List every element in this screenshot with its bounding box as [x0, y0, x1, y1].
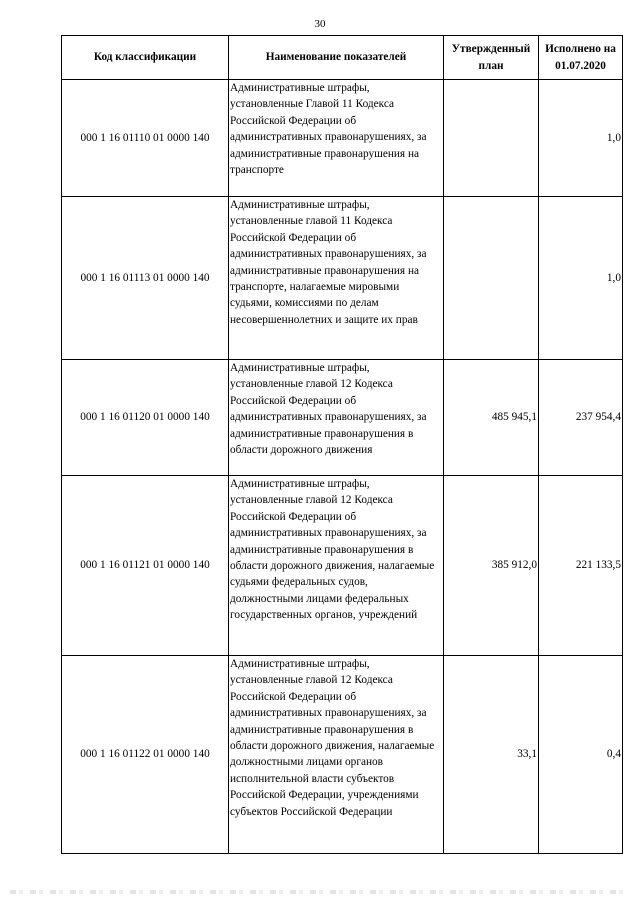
row-done: 0,4	[539, 656, 623, 854]
table-row	[62, 476, 623, 656]
row-plan	[444, 197, 539, 360]
row-name: Административные штрафы, установленные главой 11 Кодекса Российской Федерации об административных правонарушениях, за административные правонарушения на транспорте, налагаемые мировыми судьями, комиссиями по делам несовершеннолетних и защите их прав	[229, 197, 444, 360]
table-row	[62, 197, 623, 360]
budget-table	[61, 35, 623, 854]
row-done: 221 133,5	[539, 476, 623, 656]
row-code: 000 1 16 01113 01 0000 140	[62, 197, 229, 360]
row-code: 000 1 16 01121 01 0000 140	[62, 476, 229, 656]
scan-artifact-line	[10, 890, 630, 894]
header-plan: Утвержденный план	[444, 36, 539, 80]
row-done: 237 954,4	[539, 360, 623, 476]
table-row	[62, 360, 623, 476]
row-name: Административные штрафы, установленные главой 12 Кодекса Российской Федерации об административных правонарушениях, за административные правонарушения в области дорожного движения, налагаемые судьями федеральных судов, должностными лицами федеральных государственных органов, учреждений	[229, 476, 444, 656]
page-number: 30	[314, 18, 326, 30]
row-code: 000 1 16 01120 01 0000 140	[62, 360, 229, 476]
table-header-row	[62, 36, 623, 80]
table-row	[62, 80, 623, 197]
row-plan: 385 912,0	[444, 476, 539, 656]
row-name: Административные штрафы, установленные главой 12 Кодекса Российской Федерации об административных правонарушениях, за административные правонарушения в области дорожного движения, налагаемые должностными лицами органов исполнительной власти субъектов Российской Федерации, учреждениями субъектов Российской Федерации	[229, 656, 444, 854]
row-code: 000 1 16 01122 01 0000 140	[62, 656, 229, 854]
row-code: 000 1 16 01110 01 0000 140	[62, 80, 229, 197]
header-done: Исполнено на 01.07.2020	[539, 36, 623, 80]
row-done: 1,0	[539, 80, 623, 197]
row-plan	[444, 80, 539, 197]
row-done: 1,0	[539, 197, 623, 360]
table-row	[62, 656, 623, 854]
row-plan: 33,1	[444, 656, 539, 854]
row-plan: 485 945,1	[444, 360, 539, 476]
row-name: Административные штрафы, установленные Главой 11 Кодекса Российской Федерации об административных правонарушениях, за административные правонарушения на транспорте	[229, 80, 444, 197]
header-code: Код классификации	[62, 36, 229, 80]
row-name: Административные штрафы, установленные главой 12 Кодекса Российской Федерации об административных правонарушениях, за административные правонарушения в области дорожного движения	[229, 360, 444, 476]
header-name: Наименование показателей	[229, 36, 444, 80]
